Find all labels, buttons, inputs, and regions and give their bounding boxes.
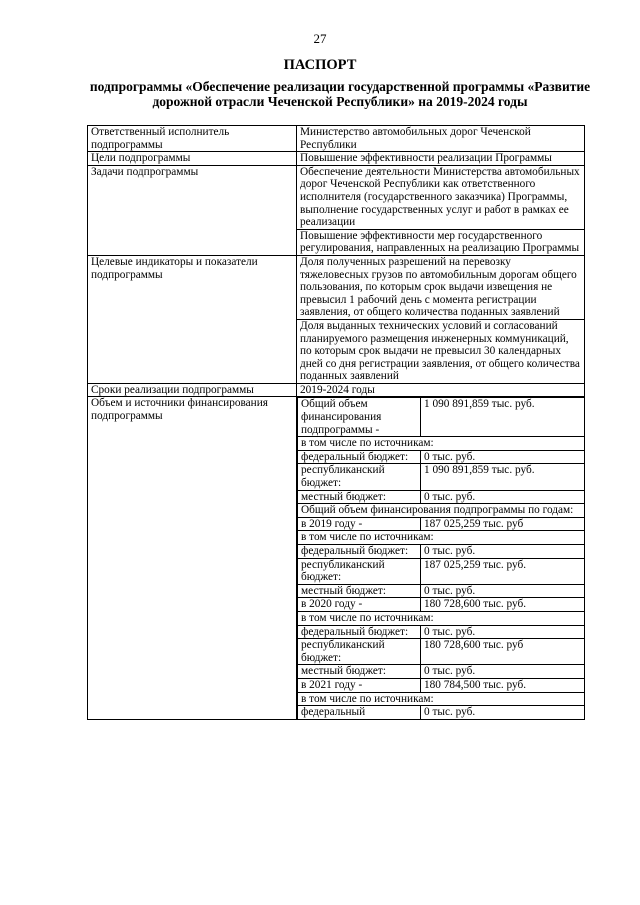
source-name: республиканский бюджет:	[298, 558, 421, 584]
funding-source-row	[298, 625, 585, 639]
year-label: в 2020 году -	[298, 598, 421, 612]
by-source-label: в том числе по источникам:	[298, 692, 585, 706]
funding-source-row	[298, 490, 585, 504]
year-total: 180 728,600 тыс. руб.	[421, 598, 585, 612]
year-total-row	[298, 678, 585, 692]
source-name: федеральный	[298, 706, 421, 720]
year-total: 180 784,500 тыс. руб.	[421, 678, 585, 692]
table-row	[88, 165, 585, 229]
table-row	[88, 383, 585, 397]
funding-source-row	[298, 464, 585, 490]
document-title: ПАСПОРТ	[283, 57, 357, 73]
funding-source-row	[298, 558, 585, 584]
year-label: в 2019 году -	[298, 517, 421, 531]
funding-subheader-row	[298, 692, 585, 706]
row-value: Министерство автомобильных дорог Чеченской Республики	[297, 126, 585, 152]
row-value: Повышение эффективности реализации Программы	[297, 152, 585, 166]
source-name: местный бюджет:	[298, 665, 421, 679]
funding-source-row	[298, 639, 585, 665]
row-value: Повышение эффективности мер государственного регулирования, направленных на реализацию Программы	[297, 229, 585, 255]
year-total-row	[298, 517, 585, 531]
source-value: 0 тыс. руб.	[421, 450, 585, 464]
funding-details	[297, 397, 585, 720]
row-label: Задачи подпрограммы	[88, 165, 297, 255]
source-name: федеральный бюджет:	[298, 545, 421, 559]
by-source-label: в том числе по источникам:	[298, 437, 585, 451]
source-name: республиканский бюджет:	[298, 464, 421, 490]
funding-total-label: Общий объем финансирования подпрограммы -	[298, 398, 421, 437]
passport-table	[87, 125, 585, 720]
document-subtitle: подпрограммы «Обеспечение реализации государственной программы «Развитие дорожной отрасли Чеченской Республики» на 2019-2024 годы	[89, 79, 591, 109]
source-value: 0 тыс. руб.	[421, 706, 585, 720]
year-total: 187 025,259 тыс. руб	[421, 517, 585, 531]
funding-source-row	[298, 665, 585, 679]
source-name: федеральный бюджет:	[298, 625, 421, 639]
by-source-label: в том числе по источникам:	[298, 531, 585, 545]
funding-subheader-row	[298, 504, 585, 518]
source-name: местный бюджет:	[298, 584, 421, 598]
row-label: Сроки реализации подпрограммы	[88, 383, 297, 397]
row-label: Объем и источники финансирования подпрограммы	[88, 397, 297, 720]
funding-total-row	[298, 398, 585, 437]
source-value: 1 090 891,859 тыс. руб.	[421, 464, 585, 490]
page-number: 27	[313, 31, 327, 46]
by-source-label: в том числе по источникам:	[298, 611, 585, 625]
funding-source-row	[298, 584, 585, 598]
year-total-row	[298, 598, 585, 612]
source-value: 180 728,600 тыс. руб	[421, 639, 585, 665]
funding-subheader-row	[298, 611, 585, 625]
source-value: 0 тыс. руб.	[421, 625, 585, 639]
funding-subheader-row	[298, 531, 585, 545]
source-value: 0 тыс. руб.	[421, 545, 585, 559]
source-name: местный бюджет:	[298, 490, 421, 504]
source-value: 0 тыс. руб.	[421, 490, 585, 504]
table-row	[88, 152, 585, 166]
funding-subheader-row	[298, 437, 585, 451]
table-row	[88, 126, 585, 152]
row-value: 2019-2024 годы	[297, 383, 585, 397]
row-value: Доля полученных разрешений на перевозку тяжеловесных грузов по автомобильным дорогам общего пользования, по которым срок выдачи извещения не превысил 1 рабочий день с момента регистрации заявления, от общего количества поданных заявлений	[297, 255, 585, 319]
row-label: Ответственный исполнитель подпрограммы	[88, 126, 297, 152]
row-label: Целевые индикаторы и показатели подпрограммы	[88, 255, 297, 383]
source-name: республиканский бюджет:	[298, 639, 421, 665]
year-label: в 2021 году -	[298, 678, 421, 692]
source-value: 0 тыс. руб.	[421, 665, 585, 679]
row-label: Цели подпрограммы	[88, 152, 297, 166]
funding-row	[88, 397, 585, 720]
funding-source-row	[298, 450, 585, 464]
source-value: 187 025,259 тыс. руб.	[421, 558, 585, 584]
by-year-label: Общий объем финансирования подпрограммы по годам:	[298, 504, 585, 518]
funding-total-value: 1 090 891,859 тыс. руб.	[421, 398, 585, 437]
table-row	[88, 255, 585, 319]
source-name: федеральный бюджет:	[298, 450, 421, 464]
row-value: Обеспечение деятельности Министерства автомобильных дорог Чеченской Республики как ответственного исполнителя (государственного заказчика) Программы, выполнение государственных услуг и работ в рамках ее реализации	[297, 165, 585, 229]
source-value: 0 тыс. руб.	[421, 584, 585, 598]
funding-source-row	[298, 545, 585, 559]
row-value: Доля выданных технических условий и согласований планируемого размещения инженерных коммуникаций, по которым срок выдачи не превысил 30 календарных дней со дня регистрации заявления, от общего количества поданных заявлений	[297, 319, 585, 383]
funding-source-row	[298, 706, 585, 720]
funding-table	[297, 397, 585, 719]
